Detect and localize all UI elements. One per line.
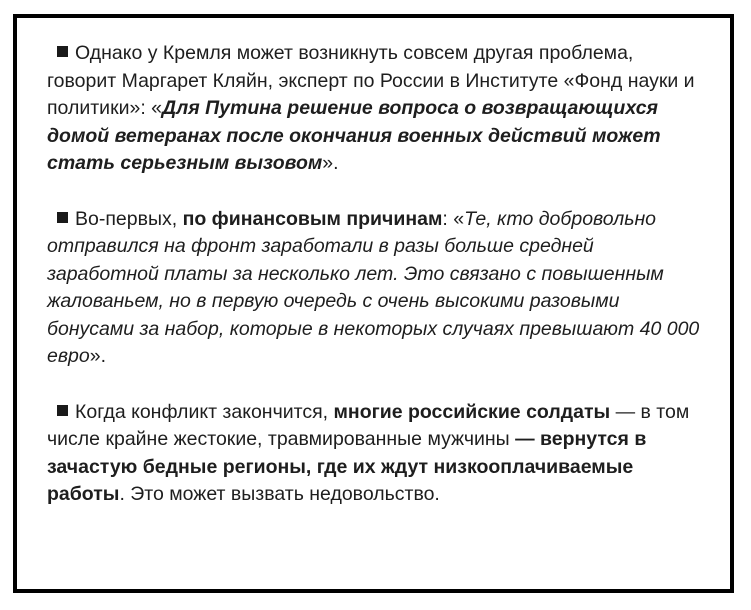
- paragraph-1-end: ».: [322, 152, 339, 174]
- article-body: [47, 40, 707, 537]
- paragraph-2-emphasis: по финансовым причинам: [182, 207, 443, 230]
- paragraph-3-middle: — в том числе крайне жестокие, травмированные мужчины: [47, 400, 690, 450]
- paragraph-2-text: Во-первых,: [75, 207, 183, 230]
- paragraph-2-quote: Те, кто добровольно отправился на фронт заработали в разы больше средней заработной платы за несколько лет. Это связано с повышенным жалованьем, но в первую очередь с очень высокими разовыми бонусами за набор, которые в некоторых случаях превышают 40 000 евро: [47, 207, 700, 367]
- paragraph-2-colon: : «: [442, 207, 465, 230]
- article-frame: [13, 14, 734, 593]
- paragraph-3-emphasis-2: — вернутся в зачастую бедные регионы, где их ждут низкооплачиваемые работы: [47, 428, 647, 505]
- paragraph-1: [47, 40, 707, 178]
- paragraph-1-text: Однако у Кремля может возникнуть совсем другая проблема, говорит Маргарет Кляйн, эксперт по России в Институте «Фонд науки и политики»: «: [47, 42, 695, 119]
- square-bullet-icon: [57, 405, 68, 416]
- paragraph-1-quote: Для Путина решение вопроса о возвращающихся домой ветеранах после окончания военных действий может стать серьезным вызовом: [47, 97, 661, 174]
- paragraph-2: [47, 206, 707, 371]
- paragraph-3-end: . Это может вызвать недовольство.: [119, 483, 440, 505]
- paragraph-3: [47, 399, 707, 509]
- square-bullet-icon: [57, 212, 68, 223]
- paragraph-3-emphasis-1: многие российские солдаты: [333, 400, 611, 423]
- square-bullet-icon: [57, 46, 68, 57]
- paragraph-2-end: ».: [89, 345, 106, 367]
- paragraph-3-text: Когда конфликт закончится,: [75, 400, 334, 423]
